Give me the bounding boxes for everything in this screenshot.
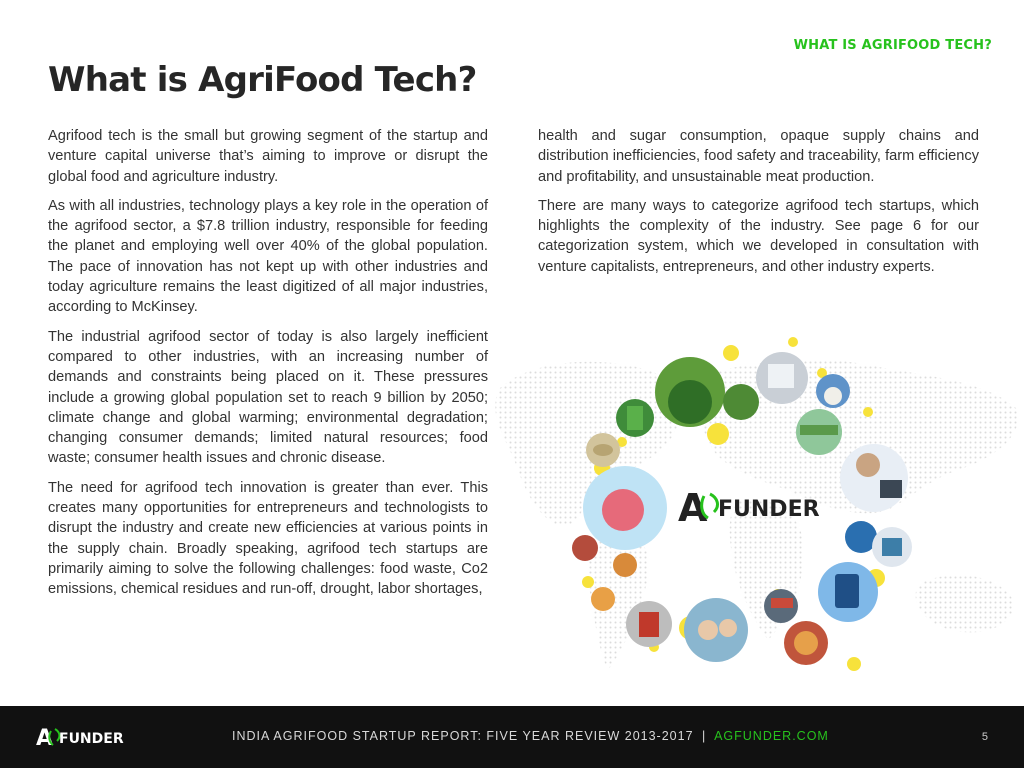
agfunder-footer-logo [36,724,136,750]
svg-text:A: A [678,486,708,530]
paragraph: There are many ways to categorize agrifood tech startups, which highlights the complexity of the industry. See page 6 for our categorization system, which we developed in consultation with venture capitalists, entrepreneurs, and other industry experts. [538,197,979,275]
report-title: INDIA AGRIFOOD STARTUP REPORT: FIVE YEAR REVIEW 2013-2017 [232,729,694,743]
paragraph: Agrifood tech is the small but growing segment of the startup and venture capital universe that’s aiming to improve or disrupt the global food and agriculture industry. [48,128,488,185]
svg-text:A: A [36,726,54,750]
graphic-logo-text: FUNDER [718,497,820,522]
section-label: WHAT IS AGRIFOOD TECH? [793,38,992,53]
footer [0,706,1024,768]
footer-logo-text: FUNDER [59,731,124,747]
website-link[interactable]: AGFUNDER.COM [714,729,829,743]
footer-text [232,729,829,743]
footer-separator: | [702,729,707,743]
page-title: What is AgriFood Tech? [48,60,477,100]
paragraph: The industrial agrifood sector of today is also largely inefficient compared to other industries, with an increasing number of demands and constraints being placed on it. These pressures include a growing global population set to reach 9 billion by 2050; climate change and global warming; environmental degradation; changing consumer demands; limited natural resources; food waste; consumer health issues and chronic disease. [48,328,488,467]
agrifood-graphic [488,330,1024,700]
left-column [48,126,488,609]
paragraph: The need for agrifood tech innovation is greater than ever. This creates many opportunities for entrepreneurs and technologists to disrupt the industry and create new efficiencies at various points in the supply chain. Broadly speaking, agrifood tech startups are primarily aiming to solve the following challenges: food waste, Co2 emissions, chemical residues and run-off, drought, labor shortages, [48,479,488,598]
right-column [538,126,979,286]
paragraph: As with all industries, technology plays a key role in the operation of the agrifood sector, a $7.8 trillion industry, responsible for feeding the planet and employing well over 40% of the global population. The pace of innovation has not kept up with other industries and today agriculture remains the least digitized of all major industries, according to McKinsey. [48,197,488,316]
page-number: 5 [981,731,988,743]
paragraph: health and sugar consumption, opaque supply chains and distribution inefficiencies, food safety and traceability, farm efficiency and profitability, and unsustainable meat production. [538,128,979,185]
